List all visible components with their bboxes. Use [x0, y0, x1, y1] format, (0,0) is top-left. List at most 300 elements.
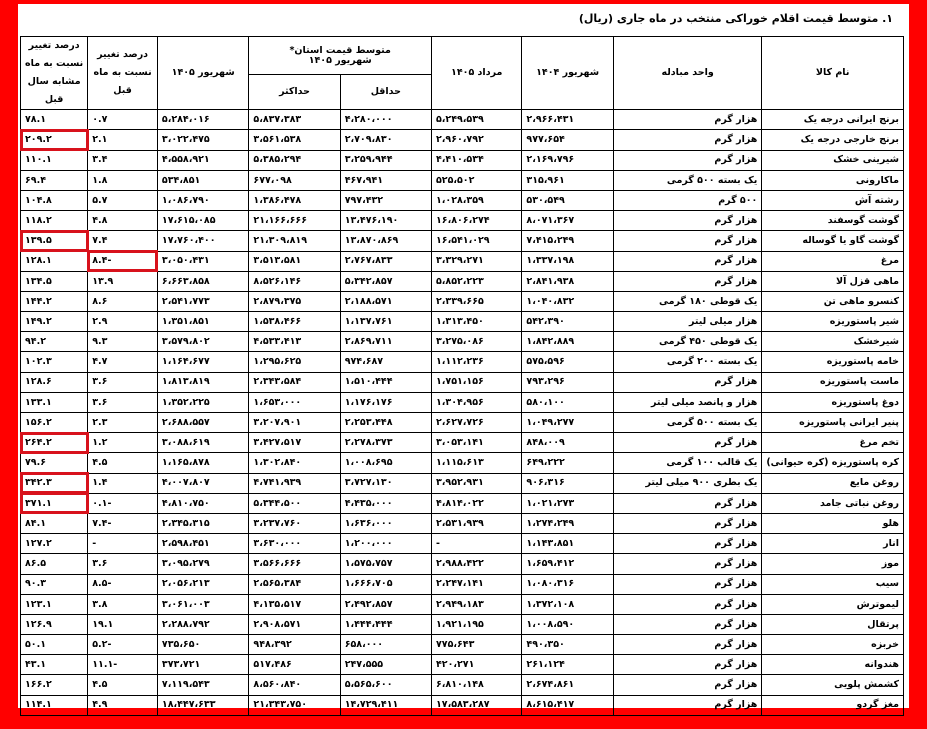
price-shahrivar-1404-cell: ۶۴۹،۲۲۲	[522, 453, 613, 473]
price-shahrivar-1405-cell: ۱،۳۵۲،۲۲۵	[157, 392, 248, 412]
price-shahrivar-1405-cell: ۳،۰۹۵،۲۷۹	[157, 554, 248, 574]
price-shahrivar-1404-cell: ۳۱۵،۹۶۱	[522, 170, 613, 190]
price-max-cell: ۱،۳۰۲،۸۴۰	[249, 453, 340, 473]
pct-change-year-cell: ۳۷۱.۱	[21, 493, 88, 513]
price-mordad-1405-cell: ۱،۱۱۲،۲۳۶	[432, 352, 522, 372]
price-mordad-1405-cell: ۵،۲۴۹،۵۳۹	[432, 110, 522, 130]
pct-change-month-cell: ۷.۴-	[88, 513, 158, 533]
header-shahrivar-1405: شهریور ۱۴۰۵	[157, 37, 248, 110]
table-row	[21, 614, 904, 634]
pct-change-month-cell: ۷.۴	[88, 231, 158, 251]
price-shahrivar-1405-cell: ۴،۸۱۰،۷۵۰	[157, 493, 248, 513]
pct-change-month-cell: ۵.۷	[88, 190, 158, 210]
price-max-cell: ۳،۴۲۷،۵۱۷	[249, 433, 340, 453]
item-name-cell: روغن مایع	[762, 473, 904, 493]
item-name-cell: روغن نباتی جامد	[762, 493, 904, 513]
unit-cell: هزار گرم	[613, 372, 761, 392]
price-max-cell: ۳،۶۳۰،۰۰۰	[249, 534, 340, 554]
table-row	[21, 534, 904, 554]
table-row	[21, 675, 904, 695]
price-shahrivar-1405-cell: ۱۷،۶۱۵،۰۸۵	[157, 211, 248, 231]
pct-change-year-cell: ۱۲۶.۹	[21, 614, 88, 634]
price-shahrivar-1405-cell: ۳۷۳،۷۲۱	[157, 655, 248, 675]
unit-cell: هزار گرم	[613, 695, 761, 715]
table-row	[21, 332, 904, 352]
price-min-cell: ۶۵۸،۰۰۰	[340, 635, 431, 655]
item-name-cell: هندوانه	[762, 655, 904, 675]
header-item: نام کالا	[762, 37, 904, 110]
price-max-cell: ۸،۵۶۰،۸۴۰	[249, 675, 340, 695]
item-name-cell: پنیر ایرانی پاستوریزه	[762, 413, 904, 433]
price-shahrivar-1404-cell: ۱،۰۴۹،۲۷۷	[522, 413, 613, 433]
pct-change-year-cell: ۲۶۴.۲	[21, 433, 88, 453]
price-min-cell: ۲،۸۶۹،۷۱۱	[340, 332, 431, 352]
price-mordad-1405-cell: ۱،۱۱۵،۶۱۳	[432, 453, 522, 473]
pct-change-month-cell: ۴.۹	[88, 695, 158, 715]
pct-change-year-cell: ۷۸.۱	[21, 110, 88, 130]
price-min-cell: ۱،۶۶۶،۷۰۵	[340, 574, 431, 594]
table-row	[21, 291, 904, 311]
table-row	[21, 110, 904, 130]
table-row	[21, 150, 904, 170]
pct-change-month-cell: ۵.۲-	[88, 635, 158, 655]
price-shahrivar-1404-cell: ۱،۰۴۰،۸۳۲	[522, 291, 613, 311]
pct-change-month-cell: ۲.۱	[88, 130, 158, 150]
table-row	[21, 271, 904, 291]
table-body	[21, 110, 904, 716]
table-row	[21, 574, 904, 594]
price-shahrivar-1404-cell: ۱،۸۴۲،۸۸۹	[522, 332, 613, 352]
pct-change-year-cell: ۱۲۸.۶	[21, 372, 88, 392]
price-shahrivar-1404-cell: ۲،۱۶۹،۷۹۶	[522, 150, 613, 170]
price-max-cell: ۲۱،۳۰۹،۸۱۹	[249, 231, 340, 251]
price-shahrivar-1404-cell: ۷،۴۱۵،۲۴۹	[522, 231, 613, 251]
header-province-sub: شهریور ۱۴۰۵	[308, 54, 372, 66]
item-name-cell: گوشت گاو یا گوساله	[762, 231, 904, 251]
item-name-cell: خامه پاستوریزه	[762, 352, 904, 372]
unit-cell: هزار گرم	[613, 554, 761, 574]
price-max-cell: ۲۱،۳۴۳،۷۵۰	[249, 695, 340, 715]
price-min-cell: ۲،۱۸۸،۵۷۱	[340, 291, 431, 311]
price-shahrivar-1405-cell: ۵،۲۸۴،۰۱۶	[157, 110, 248, 130]
table-row	[21, 453, 904, 473]
price-mordad-1405-cell: ۱،۷۵۱،۱۵۶	[432, 372, 522, 392]
price-min-cell: ۱۳،۸۷۰،۸۶۹	[340, 231, 431, 251]
pct-change-year-cell: ۵۰.۱	[21, 635, 88, 655]
price-mordad-1405-cell: ۵،۸۵۲،۲۲۳	[432, 271, 522, 291]
pct-change-year-cell: ۱۰۴.۸	[21, 190, 88, 210]
price-min-cell: ۷۹۷،۴۳۲	[340, 190, 431, 210]
table-row	[21, 493, 904, 513]
price-shahrivar-1404-cell: ۲۶۱،۱۲۴	[522, 655, 613, 675]
price-shahrivar-1404-cell: ۵۴۲،۳۹۰	[522, 312, 613, 332]
pct-change-year-cell: ۱۲۷.۲	[21, 534, 88, 554]
price-shahrivar-1404-cell: ۲،۹۶۶،۴۳۱	[522, 110, 613, 130]
pct-change-month-cell: ۴.۸	[88, 211, 158, 231]
unit-cell: هزار گرم	[613, 513, 761, 533]
price-max-cell: ۲۱،۱۶۶،۶۶۶	[249, 211, 340, 231]
price-mordad-1405-cell: ۵۲۵،۵۰۲	[432, 170, 522, 190]
price-mordad-1405-cell: ۳،۲۷۵،۰۸۶	[432, 332, 522, 352]
pct-change-year-cell: ۱۳۴.۵	[21, 271, 88, 291]
pct-change-year-cell: ۱۳۹.۵	[21, 231, 88, 251]
document-page	[18, 4, 909, 711]
item-name-cell: ماکارونی	[762, 170, 904, 190]
price-shahrivar-1405-cell: ۱۸،۴۴۷،۶۳۳	[157, 695, 248, 715]
pct-change-month-cell: -	[88, 534, 158, 554]
table-row	[21, 554, 904, 574]
price-shahrivar-1404-cell: ۱،۱۴۳،۸۵۱	[522, 534, 613, 554]
pct-change-year-cell: ۱۳۳.۱	[21, 392, 88, 412]
header-pct-month: درصد تغییر نسبت به ماه قبل	[88, 37, 158, 110]
price-max-cell: ۱،۵۳۸،۴۶۶	[249, 312, 340, 332]
table-row	[21, 413, 904, 433]
unit-cell: یک قوطی ۴۵۰ گرمی	[613, 332, 761, 352]
table-caption: ۱. متوسط قیمت اقلام خوراکی منتخب در ماه جاری (ریال)	[578, 12, 893, 25]
pct-change-year-cell: ۴۳.۱	[21, 655, 88, 675]
price-shahrivar-1404-cell: ۵۳۰،۵۴۹	[522, 190, 613, 210]
table-row	[21, 594, 904, 614]
pct-change-year-cell: ۱۶۶.۲	[21, 675, 88, 695]
pct-change-month-cell: ۱.۴	[88, 473, 158, 493]
price-min-cell: ۱،۱۷۶،۱۷۶	[340, 392, 431, 412]
unit-cell: یک بسته ۵۰۰ گرمی	[613, 170, 761, 190]
price-shahrivar-1405-cell: ۱،۸۱۳،۸۱۹	[157, 372, 248, 392]
pct-change-year-cell: ۱۴۴.۲	[21, 291, 88, 311]
unit-cell: هزار گرم	[613, 594, 761, 614]
unit-cell: هزار گرم	[613, 150, 761, 170]
pct-change-month-cell: ۰.۷	[88, 110, 158, 130]
price-shahrivar-1404-cell: ۹۷۷،۶۵۴	[522, 130, 613, 150]
price-shahrivar-1404-cell: ۸،۶۱۵،۴۱۷	[522, 695, 613, 715]
unit-cell: هزار گرم	[613, 433, 761, 453]
table-row	[21, 130, 904, 150]
item-name-cell: موز	[762, 554, 904, 574]
item-name-cell: کره پاستوریزه (کره حیوانی)	[762, 453, 904, 473]
price-shahrivar-1405-cell: ۳،۰۲۲،۴۷۵	[157, 130, 248, 150]
pct-change-month-cell: ۳.۶	[88, 372, 158, 392]
price-shahrivar-1404-cell: ۸،۰۷۱،۳۶۷	[522, 211, 613, 231]
table-row	[21, 473, 904, 493]
price-max-cell: ۴،۷۴۱،۹۳۹	[249, 473, 340, 493]
price-shahrivar-1405-cell: ۵۳۴،۸۵۱	[157, 170, 248, 190]
item-name-cell: خربزه	[762, 635, 904, 655]
unit-cell: هزار گرم	[613, 211, 761, 231]
unit-cell: هزار گرم	[613, 231, 761, 251]
price-shahrivar-1405-cell: ۱،۳۵۱،۸۵۱	[157, 312, 248, 332]
table-row	[21, 372, 904, 392]
item-name-cell: مرغ	[762, 251, 904, 271]
item-name-cell: لیموترش	[762, 594, 904, 614]
pct-change-month-cell: ۳.۸	[88, 594, 158, 614]
pct-change-year-cell: ۶۹.۴	[21, 170, 88, 190]
price-mordad-1405-cell: ۱،۳۱۳،۴۵۰	[432, 312, 522, 332]
price-mordad-1405-cell: ۲،۳۳۹،۶۶۵	[432, 291, 522, 311]
item-name-cell: برنج خارجی درجه یک	[762, 130, 904, 150]
pct-change-month-cell: ۳.۶	[88, 392, 158, 412]
price-min-cell: ۱،۰۰۸،۶۹۵	[340, 453, 431, 473]
price-max-cell: ۳،۲۰۷،۹۰۱	[249, 413, 340, 433]
price-shahrivar-1405-cell: ۲،۳۴۵،۳۱۵	[157, 513, 248, 533]
price-shahrivar-1404-cell: ۸۴۸،۰۰۹	[522, 433, 613, 453]
unit-cell: یک قالب ۱۰۰ گرمی	[613, 453, 761, 473]
item-name-cell: تخم مرغ	[762, 433, 904, 453]
price-max-cell: ۳،۵۶۱،۵۳۸	[249, 130, 340, 150]
price-max-cell: ۵،۳۸۵،۲۹۴	[249, 150, 340, 170]
price-mordad-1405-cell: ۳،۳۲۹،۲۷۱	[432, 251, 522, 271]
pct-change-year-cell: ۱۲۳.۱	[21, 594, 88, 614]
unit-cell: هزار و پانصد میلی لیتر	[613, 392, 761, 412]
header-mordad-1405: مرداد ۱۴۰۵	[432, 37, 522, 110]
price-shahrivar-1405-cell: ۲،۵۴۱،۷۷۳	[157, 291, 248, 311]
header-province-avg	[249, 37, 432, 75]
price-shahrivar-1404-cell: ۷۹۳،۲۹۶	[522, 372, 613, 392]
price-mordad-1405-cell: -	[432, 534, 522, 554]
unit-cell: هزار گرم	[613, 534, 761, 554]
price-shahrivar-1404-cell: ۱،۰۸۰،۳۱۶	[522, 574, 613, 594]
price-max-cell: ۴،۱۳۵،۵۱۷	[249, 594, 340, 614]
price-max-cell: ۲،۵۶۵،۳۸۴	[249, 574, 340, 594]
price-max-cell: ۳،۵۶۶،۶۶۶	[249, 554, 340, 574]
price-max-cell: ۲،۸۷۹،۳۷۵	[249, 291, 340, 311]
price-shahrivar-1405-cell: ۱،۱۶۴،۶۷۷	[157, 352, 248, 372]
price-max-cell: ۱،۳۸۶،۴۷۸	[249, 190, 340, 210]
pct-change-month-cell: ۸.۴-	[88, 251, 158, 271]
item-name-cell: رشته آش	[762, 190, 904, 210]
price-max-cell: ۱،۶۵۳،۰۰۰	[249, 392, 340, 412]
price-mordad-1405-cell: ۴،۸۱۴،۰۲۲	[432, 493, 522, 513]
unit-cell: هزار میلی لیتر	[613, 312, 761, 332]
price-min-cell: ۳،۷۲۷،۱۳۰	[340, 473, 431, 493]
price-max-cell: ۱،۲۹۵،۶۲۵	[249, 352, 340, 372]
price-mordad-1405-cell: ۶،۸۱۰،۱۴۸	[432, 675, 522, 695]
table-row	[21, 231, 904, 251]
price-min-cell: ۵،۵۶۵،۶۰۰	[340, 675, 431, 695]
pct-change-month-cell: ۱۱.۱-	[88, 655, 158, 675]
table-row	[21, 433, 904, 453]
unit-cell: هزار گرم	[613, 635, 761, 655]
price-mordad-1405-cell: ۲،۹۶۰،۷۹۲	[432, 130, 522, 150]
price-shahrivar-1405-cell: ۶،۶۶۳،۸۵۸	[157, 271, 248, 291]
price-shahrivar-1404-cell: ۱،۳۷۲،۱۰۸	[522, 594, 613, 614]
unit-cell: هزار گرم	[613, 493, 761, 513]
pct-change-month-cell: ۸.۶	[88, 291, 158, 311]
price-min-cell: ۱،۴۴۴،۴۴۴	[340, 614, 431, 634]
price-min-cell: ۱،۲۰۰،۰۰۰	[340, 534, 431, 554]
price-min-cell: ۱۳،۴۷۶،۱۹۰	[340, 211, 431, 231]
pct-change-month-cell: ۲.۹	[88, 312, 158, 332]
header-max: حداکثر	[249, 75, 340, 110]
pct-change-month-cell: ۳.۴	[88, 150, 158, 170]
pct-change-month-cell: ۴.۷	[88, 352, 158, 372]
price-shahrivar-1405-cell: ۲،۵۹۸،۴۵۱	[157, 534, 248, 554]
price-min-cell: ۱،۶۳۶،۰۰۰	[340, 513, 431, 533]
price-mordad-1405-cell: ۳،۹۵۲،۹۳۱	[432, 473, 522, 493]
price-max-cell: ۶۷۷،۰۹۸	[249, 170, 340, 190]
price-shahrivar-1405-cell: ۴،۰۰۷،۸۰۷	[157, 473, 248, 493]
price-shahrivar-1404-cell: ۵۸۰،۱۰۰	[522, 392, 613, 412]
price-min-cell: ۱،۵۱۰،۴۴۴	[340, 372, 431, 392]
price-shahrivar-1405-cell: ۳،۰۶۱،۰۰۳	[157, 594, 248, 614]
price-min-cell: ۵،۳۴۲،۸۵۷	[340, 271, 431, 291]
price-min-cell: ۴،۴۳۵،۰۰۰	[340, 493, 431, 513]
price-mordad-1405-cell: ۲،۲۴۷،۱۴۱	[432, 574, 522, 594]
price-mordad-1405-cell: ۱،۳۰۴،۹۵۶	[432, 392, 522, 412]
header-shahrivar-1404: شهریور ۱۴۰۴	[522, 37, 613, 110]
table-row	[21, 695, 904, 715]
price-max-cell: ۵،۸۳۷،۳۸۳	[249, 110, 340, 130]
price-max-cell: ۹۴۸،۳۹۲	[249, 635, 340, 655]
price-mordad-1405-cell: ۱۶،۸۰۶،۲۷۴	[432, 211, 522, 231]
price-shahrivar-1404-cell: ۱،۰۲۱،۲۷۳	[522, 493, 613, 513]
table-row	[21, 655, 904, 675]
price-min-cell: ۴،۲۸۰،۰۰۰	[340, 110, 431, 130]
item-name-cell: شیرینی خشک	[762, 150, 904, 170]
price-shahrivar-1405-cell: ۳،۵۷۹،۸۰۲	[157, 332, 248, 352]
table-row	[21, 352, 904, 372]
unit-cell: هزار گرم	[613, 271, 761, 291]
pct-change-year-cell: ۲۰۹.۲	[21, 130, 88, 150]
pct-change-year-cell: ۳۴۲.۳	[21, 473, 88, 493]
price-mordad-1405-cell: ۴۲۰،۲۷۱	[432, 655, 522, 675]
price-max-cell: ۲،۹۰۸،۵۷۱	[249, 614, 340, 634]
price-mordad-1405-cell: ۱۷،۵۸۳،۲۸۷	[432, 695, 522, 715]
pct-change-year-cell: ۱۲۸.۱	[21, 251, 88, 271]
price-max-cell: ۳،۵۱۳،۵۸۱	[249, 251, 340, 271]
price-min-cell: ۱،۵۷۵،۷۵۷	[340, 554, 431, 574]
unit-cell: هزار گرم	[613, 675, 761, 695]
price-shahrivar-1404-cell: ۹۰۶،۳۱۶	[522, 473, 613, 493]
price-shahrivar-1405-cell: ۲،۲۸۸،۷۹۲	[157, 614, 248, 634]
item-name-cell: هلو	[762, 513, 904, 533]
price-shahrivar-1405-cell: ۷۳۵،۶۵۰	[157, 635, 248, 655]
pct-change-year-cell: ۱۱۰.۱	[21, 150, 88, 170]
price-min-cell: ۱،۱۳۷،۷۶۱	[340, 312, 431, 332]
table-row	[21, 211, 904, 231]
item-name-cell: سیب	[762, 574, 904, 594]
price-shahrivar-1404-cell: ۵۷۵،۵۹۶	[522, 352, 613, 372]
price-shahrivar-1404-cell: ۱،۰۰۸،۵۹۰	[522, 614, 613, 634]
price-min-cell: ۳،۲۵۹،۹۴۴	[340, 150, 431, 170]
pct-change-year-cell: ۸۶.۵	[21, 554, 88, 574]
item-name-cell: برنج ایرانی درجه یک	[762, 110, 904, 130]
price-max-cell: ۴،۵۳۳،۴۱۳	[249, 332, 340, 352]
pct-change-month-cell: ۸.۵-	[88, 574, 158, 594]
price-mordad-1405-cell: ۳،۰۵۳،۱۴۱	[432, 433, 522, 453]
item-name-cell: دوغ پاستوریزه	[762, 392, 904, 412]
header-pct-year: درصد تغییر نسبت به ماه مشابه سال قبل	[21, 37, 88, 110]
pct-change-month-cell: ۲.۳	[88, 413, 158, 433]
price-shahrivar-1404-cell: ۴۹۰،۳۵۰	[522, 635, 613, 655]
item-name-cell: پرتقال	[762, 614, 904, 634]
header-min: حداقل	[340, 75, 431, 110]
price-min-cell: ۲،۴۹۲،۸۵۷	[340, 594, 431, 614]
price-shahrivar-1404-cell: ۱،۳۳۷،۱۹۸	[522, 251, 613, 271]
price-max-cell: ۳،۲۳۷،۷۶۰	[249, 513, 340, 533]
price-mordad-1405-cell: ۲،۶۲۷،۷۲۶	[432, 413, 522, 433]
price-shahrivar-1405-cell: ۴،۵۵۸،۹۲۱	[157, 150, 248, 170]
price-shahrivar-1405-cell: ۲،۰۵۶،۲۱۳	[157, 574, 248, 594]
item-name-cell: انار	[762, 534, 904, 554]
price-shahrivar-1405-cell: ۳،۰۵۰،۴۳۱	[157, 251, 248, 271]
pct-change-month-cell: ۱.۲	[88, 433, 158, 453]
unit-cell: هزار گرم	[613, 110, 761, 130]
price-shahrivar-1405-cell: ۷،۱۱۹،۵۴۳	[157, 675, 248, 695]
pct-change-month-cell: ۰.۱-	[88, 493, 158, 513]
pct-change-month-cell: ۹.۳	[88, 332, 158, 352]
price-shahrivar-1405-cell: ۲،۶۸۸،۵۵۷	[157, 413, 248, 433]
header-province-group: متوسط قیمت استان*	[289, 45, 391, 57]
price-min-cell: ۲۴۷،۵۵۵	[340, 655, 431, 675]
price-min-cell: ۲،۷۰۹،۸۳۰	[340, 130, 431, 150]
pct-change-year-cell: ۹۴.۲	[21, 332, 88, 352]
table-row	[21, 392, 904, 412]
pct-change-year-cell: ۱۵۶.۲	[21, 413, 88, 433]
pct-change-year-cell: ۱۴۹.۲	[21, 312, 88, 332]
price-shahrivar-1405-cell: ۱،۱۶۵،۸۷۸	[157, 453, 248, 473]
pct-change-month-cell: ۱.۸	[88, 170, 158, 190]
unit-cell: یک بطری ۹۰۰ میلی لیتر	[613, 473, 761, 493]
price-shahrivar-1404-cell: ۲،۶۷۴،۸۶۱	[522, 675, 613, 695]
price-max-cell: ۵۱۷،۴۸۶	[249, 655, 340, 675]
item-name-cell: کشمش پلویی	[762, 675, 904, 695]
price-shahrivar-1404-cell: ۱،۲۷۴،۲۴۹	[522, 513, 613, 533]
unit-cell: یک قوطی ۱۸۰ گرمی	[613, 291, 761, 311]
price-shahrivar-1405-cell: ۳،۰۸۸،۶۱۹	[157, 433, 248, 453]
item-name-cell: گوشت گوسفند	[762, 211, 904, 231]
price-shahrivar-1404-cell: ۱،۶۵۹،۴۱۲	[522, 554, 613, 574]
table-row	[21, 312, 904, 332]
price-mordad-1405-cell: ۱،۰۲۸،۳۵۹	[432, 190, 522, 210]
unit-cell: یک بسته ۵۰۰ گرمی	[613, 413, 761, 433]
table-row	[21, 513, 904, 533]
pct-change-month-cell: ۴.۵	[88, 453, 158, 473]
price-min-cell: ۲،۲۷۸،۳۷۳	[340, 433, 431, 453]
pct-change-year-cell: ۱۰۲.۳	[21, 352, 88, 372]
table-row	[21, 170, 904, 190]
price-mordad-1405-cell: ۴،۴۱۰،۵۳۴	[432, 150, 522, 170]
price-mordad-1405-cell: ۲،۹۸۸،۴۲۲	[432, 554, 522, 574]
price-shahrivar-1405-cell: ۱،۰۸۶،۷۹۰	[157, 190, 248, 210]
price-max-cell: ۵،۳۴۴،۵۰۰	[249, 493, 340, 513]
unit-cell: هزار گرم	[613, 130, 761, 150]
price-shahrivar-1404-cell: ۲،۸۴۱،۹۳۸	[522, 271, 613, 291]
item-name-cell: ماست پاستوریزه	[762, 372, 904, 392]
table-row	[21, 190, 904, 210]
price-max-cell: ۲،۳۴۳،۵۸۴	[249, 372, 340, 392]
item-name-cell: کنسرو ماهی تن	[762, 291, 904, 311]
food-price-table	[20, 36, 904, 716]
table-row	[21, 635, 904, 655]
pct-change-year-cell: ۱۱۸.۲	[21, 211, 88, 231]
unit-cell: هزار گرم	[613, 574, 761, 594]
unit-cell: ۵۰۰ گرم	[613, 190, 761, 210]
pct-change-month-cell: ۳.۶	[88, 554, 158, 574]
price-mordad-1405-cell: ۲،۹۴۹،۱۸۳	[432, 594, 522, 614]
pct-change-year-cell: ۹۰.۳	[21, 574, 88, 594]
pct-change-month-cell: ۱۳.۹	[88, 271, 158, 291]
price-max-cell: ۸،۵۲۶،۱۴۶	[249, 271, 340, 291]
price-min-cell: ۹۷۴،۶۸۷	[340, 352, 431, 372]
price-mordad-1405-cell: ۱۶،۵۴۱،۰۲۹	[432, 231, 522, 251]
price-mordad-1405-cell: ۱،۹۲۱،۱۹۵	[432, 614, 522, 634]
item-name-cell: شیر پاستوریزه	[762, 312, 904, 332]
unit-cell: هزار گرم	[613, 655, 761, 675]
item-name-cell: ماهی قزل آلا	[762, 271, 904, 291]
item-name-cell: شیرخشک	[762, 332, 904, 352]
price-mordad-1405-cell: ۷۷۵،۶۴۳	[432, 635, 522, 655]
unit-cell: هزار گرم	[613, 251, 761, 271]
